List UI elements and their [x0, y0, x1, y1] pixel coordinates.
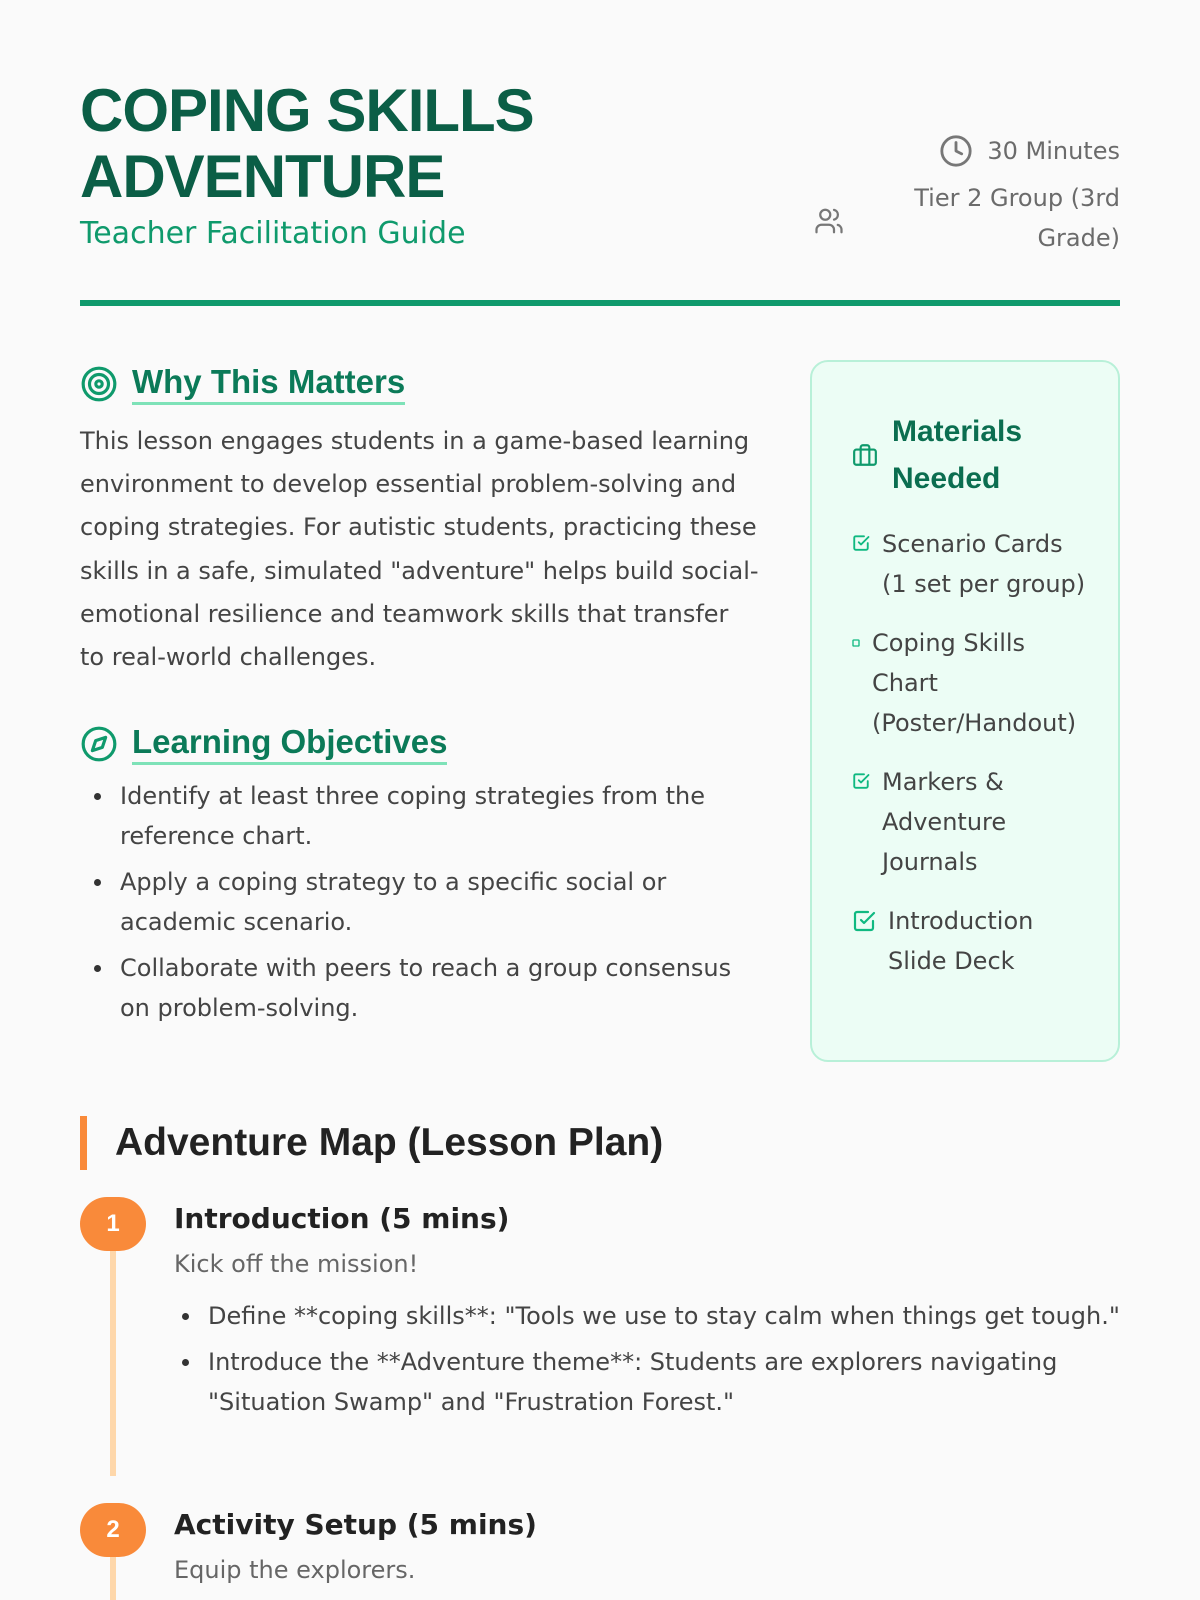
step-subtitle: Kick off the mission! [174, 1250, 419, 1278]
step-title: Introduction (5 mins) [174, 1202, 510, 1235]
list-item: Collaborate with peers to reach a group consensus on problem-solving. [120, 948, 760, 1028]
objectives-heading-text: Learning Objectives [132, 722, 447, 765]
material-text: Introduction Slide Deck [888, 907, 1034, 975]
list-item [852, 524, 1092, 604]
briefcase-icon [852, 442, 878, 468]
clock-icon [939, 134, 973, 168]
objectives-heading [80, 722, 447, 765]
step-subtitle: Equip the explorers. [174, 1556, 416, 1584]
list-item [852, 901, 1092, 981]
target-icon [80, 365, 118, 403]
map-heading: Adventure Map (Lesson Plan) [80, 1116, 663, 1170]
list-item [852, 623, 1092, 743]
duration-meta [939, 134, 1120, 168]
why-heading [80, 362, 405, 405]
checkbox-icon [852, 639, 860, 647]
page-title: COPING SKILLS ADVENTURE [80, 77, 534, 210]
list-item: Define **coping skills**: "Tools we use to stay calm when things get tough." [208, 1296, 1128, 1336]
materials-list [852, 524, 1092, 1000]
list-item: Introduce the **Adventure theme**: Students are explorers navigating "Situation Swamp" and "Frustration Forest." [208, 1342, 1128, 1422]
checkbox-icon [852, 772, 870, 790]
step-number-badge: 1 [80, 1197, 146, 1251]
compass-icon [80, 725, 118, 763]
header-divider [80, 300, 1120, 306]
group-meta: Tier 2 Group (3rd Grade) [914, 184, 1120, 252]
materials-heading [852, 408, 1042, 502]
list-item: Identify at least three coping strategies from the reference chart. [120, 776, 760, 856]
checkbox-icon [852, 909, 876, 933]
objectives-list [120, 776, 760, 1034]
materials-heading-text: Materials Needed [892, 415, 1023, 495]
checkbox-icon [852, 534, 870, 552]
materials-card [810, 360, 1120, 1062]
material-text: Scenario Cards (1 set per group) [882, 530, 1086, 598]
step-bullets [208, 1296, 1128, 1428]
step-number-badge: 2 [80, 1503, 146, 1557]
why-body: This lesson engages students in a game-based learning environment to develop essential problem-solving and coping strategies. For autistic students, practicing these skills in a safe, simulated "adventure" helps build social-emotional resilience and teamwork skills that transfer to real-world challenges. [80, 427, 759, 672]
material-text: Markers & Adventure Journals [882, 768, 1007, 876]
list-item: Apply a coping strategy to a specific social or academic scenario. [120, 862, 760, 942]
duration-text: 30 Minutes [987, 137, 1120, 165]
material-text: Coping Skills Chart (Poster/Handout) [872, 629, 1077, 737]
page [80, 0, 1120, 1600]
why-heading-text: Why This Matters [132, 362, 405, 405]
page-subtitle: Teacher Facilitation Guide [80, 216, 466, 251]
step-title: Activity Setup (5 mins) [174, 1508, 537, 1541]
timeline-line [110, 1224, 116, 1476]
people-icon [814, 206, 844, 236]
list-item [852, 762, 1092, 882]
header [80, 78, 1120, 304]
